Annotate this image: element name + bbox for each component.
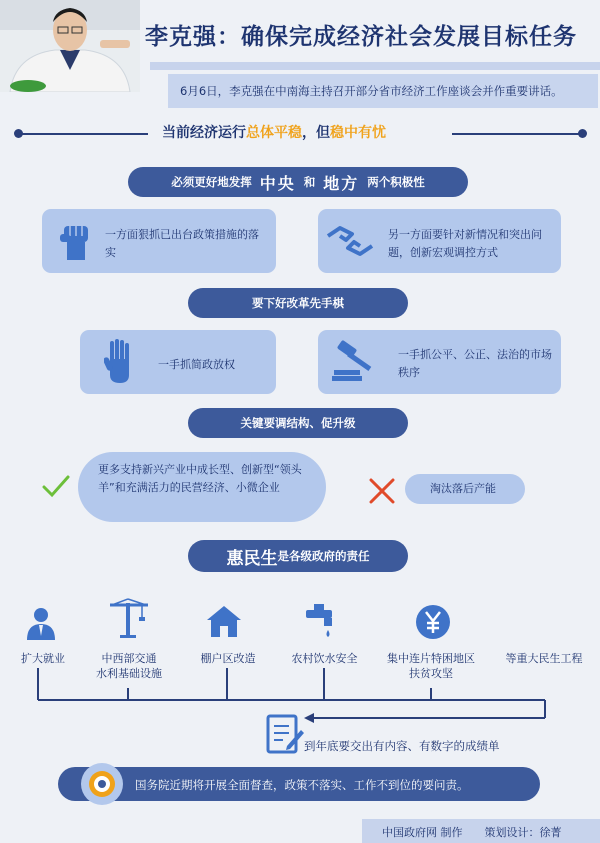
section1-pill-post: 两个积极性 xyxy=(367,175,425,189)
section2-pill: 要下好改革先手棋 xyxy=(188,288,408,318)
section4-pill-big: 惠民生 xyxy=(226,548,278,569)
footer-credit: 中国政府网 制作 策划设计：徐菁 xyxy=(382,826,562,839)
section3-pill: 关键要调结构、促升级 xyxy=(188,408,408,438)
faucet-icon xyxy=(304,602,344,646)
people-item-2-line1: 中西部交通 xyxy=(101,652,157,665)
headline-highlight1: 总体平稳 xyxy=(246,125,302,141)
handshake-icon xyxy=(326,224,374,262)
subtitle: 6月6日，李克强在中南海主持召开部分省市经济工作座谈会并作重要讲话。 xyxy=(180,84,563,98)
section3-support-text: 更多支持新兴产业中成长型、创新型“领头羊”和充满活力的民营经济、小微企业 xyxy=(98,463,302,494)
section1-pill-local: 地方 xyxy=(323,173,360,193)
title-stripe xyxy=(150,62,600,70)
section1-card2-text: 另一方面要针对新情况和突出问题，创新宏观调控方式 xyxy=(388,228,542,259)
section1-pill-pre: 必须更好地发挥 xyxy=(171,175,252,189)
people-item-3-line1: 棚户区改造 xyxy=(200,652,256,665)
headline-part1: 当前经济运行 xyxy=(162,125,246,141)
gavel-icon xyxy=(332,338,384,386)
report-icon xyxy=(265,712,305,760)
section1-pill-central: 中央 xyxy=(259,173,296,193)
people-item-1-line1: 扩大就业 xyxy=(21,652,65,665)
supervision-text: 国务院近期将开展全面督查，政策不落实、工作不到位的要问责。 xyxy=(135,778,469,792)
headline-dot-left xyxy=(14,129,23,138)
people-item-2-line2: 水利基础设施 xyxy=(96,667,162,680)
section1-pill-mid: 和 xyxy=(303,175,316,189)
section4-pill-rest: 是各级政府的责任 xyxy=(277,549,370,563)
cross-icon xyxy=(368,477,396,509)
crane-icon xyxy=(108,597,150,643)
report-text: 到年底要交出有内容、有数字的成绩单 xyxy=(304,739,500,753)
headline-dot-right xyxy=(578,129,587,138)
headline-rule-right xyxy=(452,133,582,135)
section1-card1-text: 一方面狠抓已出台政策措施的落实 xyxy=(105,228,259,259)
people-item-4-line1: 农村饮水安全 xyxy=(291,652,358,665)
people-item-5-line1: 集中连片特困地区 xyxy=(387,652,475,665)
speaker-photo xyxy=(0,0,140,92)
section2-card2-text: 一手抓公平、公正、法治的市场秩序 xyxy=(398,348,552,379)
section4-pill xyxy=(188,540,408,572)
fist-icon xyxy=(58,220,94,266)
yuan-coin-icon xyxy=(415,604,451,644)
page-title: 李克强：确保完成经济社会发展目标任务 xyxy=(145,24,577,50)
headline xyxy=(162,122,386,142)
headline-part2: ，但 xyxy=(302,125,330,141)
worker-icon xyxy=(25,606,57,644)
check-icon xyxy=(42,475,70,503)
headline-highlight2: 稳中有忧 xyxy=(330,125,386,141)
section3-eliminate-text: 淘汰落后产能 xyxy=(430,482,496,495)
eye-icon xyxy=(80,762,124,810)
headline-rule-left xyxy=(18,133,148,135)
palm-hand-icon xyxy=(104,337,134,391)
house-icon xyxy=(205,604,243,642)
people-item-6-line1: 等重大民生工程 xyxy=(505,652,583,665)
section2-card1-text: 一手抓简政放权 xyxy=(158,358,235,371)
people-item-5-line2: 扶贫攻坚 xyxy=(409,667,453,680)
section1-pill xyxy=(128,167,468,197)
